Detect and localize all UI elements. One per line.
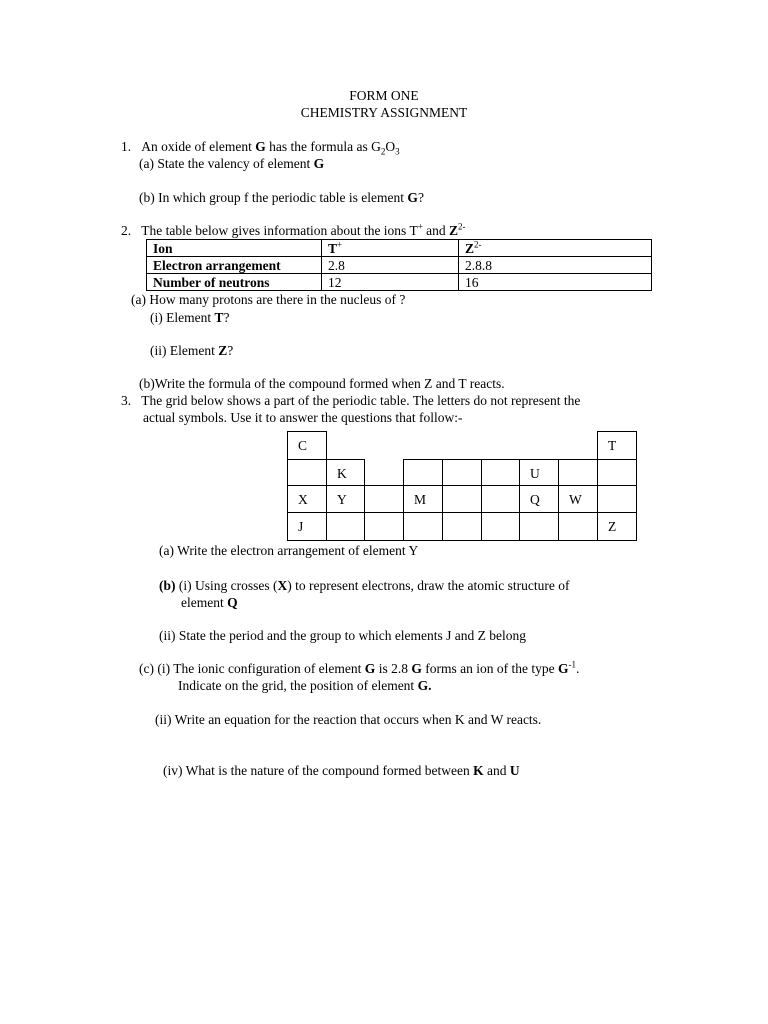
table-header-row [147,240,652,257]
q1-formula-sub1: 2 [380,146,386,157]
grid-cell [558,459,598,486]
grid-cell [442,459,482,486]
q3-c-bold1: G [364,661,376,676]
grid-cell: J [287,512,327,541]
q3-c-iv-text: (iv) What is the nature of the compound formed between [163,763,474,778]
grid-cell: T [597,431,637,460]
grid-cell [481,459,520,486]
grid-cell [481,512,520,541]
q3-c-line2-text: Indicate on the grid, the position of element [178,678,418,693]
q2-stem-sup1: + [417,221,423,232]
q2-part-b: (b)Write the formula of the compound formed when Z and T reacts. [139,376,505,391]
grid-cell [364,485,404,513]
grid-cell [558,512,598,541]
q1-stem-formula-text: has the formula as G [265,139,381,154]
grid-cell [442,485,482,513]
q2-stem-sup2: 2- [458,221,466,232]
q3-c-bold2: G [411,661,422,676]
grid-cell [597,485,637,513]
grid-cell [287,459,327,486]
q3-b-bold-x: X [277,578,288,593]
grid-cell [481,485,520,513]
q3-stem-line1 [121,393,580,409]
q3-b-text3: element [181,595,228,610]
grid-cell [597,459,637,486]
q3-c-bold3: G [557,661,569,676]
table-row [147,257,652,274]
q1-a-bold: G [313,156,325,171]
table-cell: Electron arrangement [147,257,322,274]
q3-c-iv-bold1: K [473,763,484,778]
table-cell: 16 [459,274,652,291]
q2-stem [121,223,466,239]
grid-cell [326,512,365,541]
q3-b-text2: ) to represent electrons, draw the atomic structure of [287,578,570,593]
q3-part-b-ii: (ii) State the period and the group to which elements J and Z belong [159,628,527,643]
q2-a-ii-end: ? [227,343,234,358]
table-cell: 2.8 [322,257,459,274]
q3-c-text2: is 2.8 [375,661,412,676]
q3-b-text1: (i) Using crosses ( [175,578,278,593]
q1-formula-sub2: 3 [395,146,400,157]
grid-cell [364,512,404,541]
grid-cell: M [403,485,443,513]
q1-a-text: (a) State the valency of element [139,156,314,171]
q1-element-g: G [255,139,266,154]
q2-a-i-text: (i) Element [150,310,215,325]
q3-part-c-i-line1 [139,661,579,677]
grid-cell: Y [326,485,365,513]
page-title-line2: CHEMISTRY ASSIGNMENT [300,105,468,120]
grid-cell: Q [519,485,559,513]
q3-c-iv-bold2: U [509,763,520,778]
q2-number: 2. [121,223,132,238]
table-header-cell: T+ [322,240,459,257]
q1-number: 1. [121,139,132,154]
table-header-cell: $Z^{2-}$ [459,240,652,257]
page-title-line1: FORM ONE [349,88,419,103]
q3-c-text4: . [575,661,580,676]
table-cell: 12 [322,274,459,291]
grid-cell [519,512,559,541]
grid-cell: W [558,485,598,513]
q2-a-ii-bold: Z [218,343,228,358]
q2-part-a: (a) How many protons are there in the nucleus of ? [131,292,406,307]
table-cell: 2.8.8 [459,257,652,274]
q3-part-a: (a) Write the electron arrangement of element Y [159,543,419,558]
table-header-cell: Ion [147,240,322,257]
grid-cell: C [287,431,327,460]
q3-stem-line2: actual symbols. Use it to answer the questions that follow:- [143,410,463,425]
q1-formula-o: O [385,139,396,154]
table-row [147,274,652,291]
q3-part-b-i-line2 [181,595,238,611]
grid-cell: K [326,459,365,486]
q3-c-line2-bold: G. [417,678,432,693]
q3-c-text1: (c) (i) The ionic configuration of element [139,661,365,676]
q2-a-i-end: ? [223,310,230,325]
q1-b-text: (b) In which group f the periodic table is element [139,190,408,205]
q3-c-text3: forms an ion of the type [421,661,558,676]
q3-part-c-i-line2 [178,678,431,694]
ions-table [146,239,652,291]
grid-cell [403,459,443,486]
q3-stem-text1: The grid below shows a part of the periodic table. The letters do not represent the [141,393,581,408]
q3-c-iv-and: and [483,763,510,778]
periodic-grid [287,431,637,541]
q1-b-bold: G [407,190,418,205]
grid-cell: X [287,485,327,513]
q1-part-b [139,190,424,206]
q3-part-c-iv [163,763,520,779]
q2-part-a-i [150,310,230,326]
q3-c-sup: -1 [568,659,576,670]
grid-cell [442,512,482,541]
grid-cell: U [519,459,559,486]
q1-part-a [139,156,324,172]
grid-cell [403,512,443,541]
q1-stem [121,139,400,155]
q2-stem-text: The table below gives information about the ions T [141,223,418,238]
q1-b-end: ? [417,190,424,205]
q1-stem-text: An oxide of element [141,139,256,154]
q2-stem-z: Z [449,223,459,238]
q2-stem-and: and [422,223,450,238]
q2-part-a-ii [150,343,233,359]
table-cell: Number of neutrons [147,274,322,291]
q2-a-i-bold: T [214,310,224,325]
q3-part-b-i-line1 [159,578,570,594]
grid-cell: Z [597,512,637,541]
q3-b-label: (b) [159,578,176,593]
q3-b-bold-q: Q [227,595,238,610]
q3-number: 3. [121,393,132,408]
q2-a-ii-text: (ii) Element [150,343,219,358]
q3-part-c-ii: (ii) Write an equation for the reaction that occurs when K and W reacts. [155,712,542,727]
